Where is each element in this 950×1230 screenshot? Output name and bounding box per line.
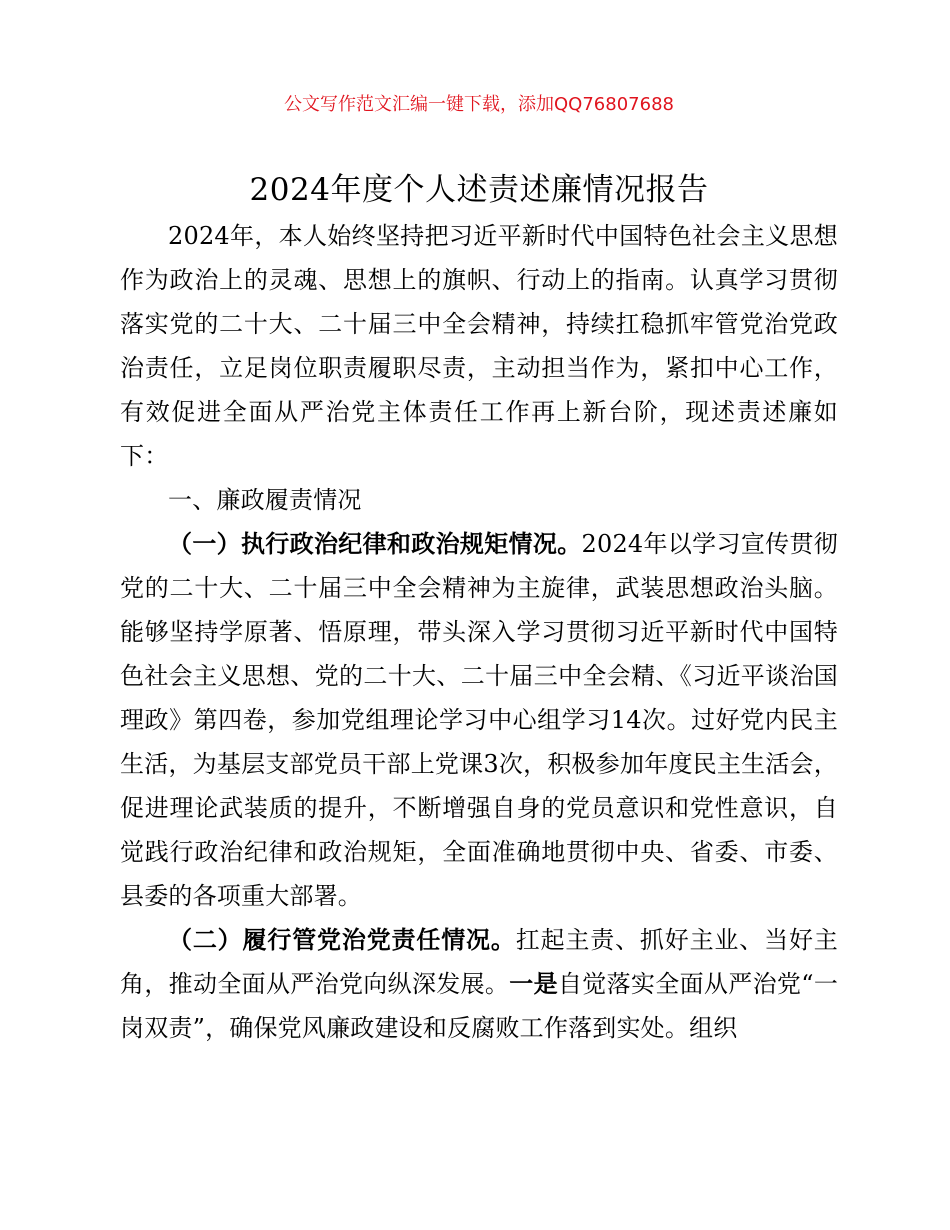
subsection-1-paragraph xyxy=(120,522,838,918)
section-heading: 一、廉政履责情况 xyxy=(168,486,362,514)
point-marker: 一是 xyxy=(509,969,558,998)
subsection-2-text-a: 扛起主责、抓好主业、当好主角，推动全面从严治党向纵深发展。 xyxy=(120,926,838,998)
subsection-2-heading: （二）履行管党治党责任情况。 xyxy=(168,925,516,954)
subsection-2-text-b: 自觉落实全面从严治党“一岗双责”，确保党风廉政建设和反腐败工作落到实处。组织 xyxy=(120,970,839,1042)
subsection-1-heading: （一）执行政治纪律和政治规矩情况。 xyxy=(168,529,582,558)
subsection-1-text: 2024年以学习宣传贯彻党的二十大、二十届三中全会精神为主旋律，武装思想政治头脑。能够坚持学原著、悟原理，带头深入学习贯彻习近平新时代中国特色社会主义思想、党的二十大、二十届三中全会精、《习近平谈治国理政》第四卷，参加党组理论学习中心组学习14次。过好党内民主生活，为基层支部党员干部上党课3次，积极参加年度民主生活会，促进理论武装质的提升，不断增强自身的党员意识和党性意识，自觉践行政治纪律和政治规矩，全面准确地贯彻中央、省委、市委、县委的各项重大部署。 xyxy=(120,530,838,910)
promo-header: 公文写作范文汇编一键下载，添加QQ76807688 xyxy=(284,94,674,115)
subsection-2-paragraph xyxy=(120,918,838,1050)
document-body xyxy=(120,214,838,1050)
document-title: 2024年度个人述责述廉情况报告 xyxy=(249,172,709,208)
intro-paragraph: 2024年，本人始终坚持把习近平新时代中国特色社会主义思想作为政治上的灵魂、思想上的旗帜、行动上的指南。认真学习贯彻落实党的二十大、二十届三中全会精神，持续扛稳抓牢管党治党政治责任，立足岗位职责履职尽责，主动担当作为，紧扣中心工作，有效促进全面从严治党主体责任工作再上新台阶，现述责述廉如下： xyxy=(120,222,838,470)
